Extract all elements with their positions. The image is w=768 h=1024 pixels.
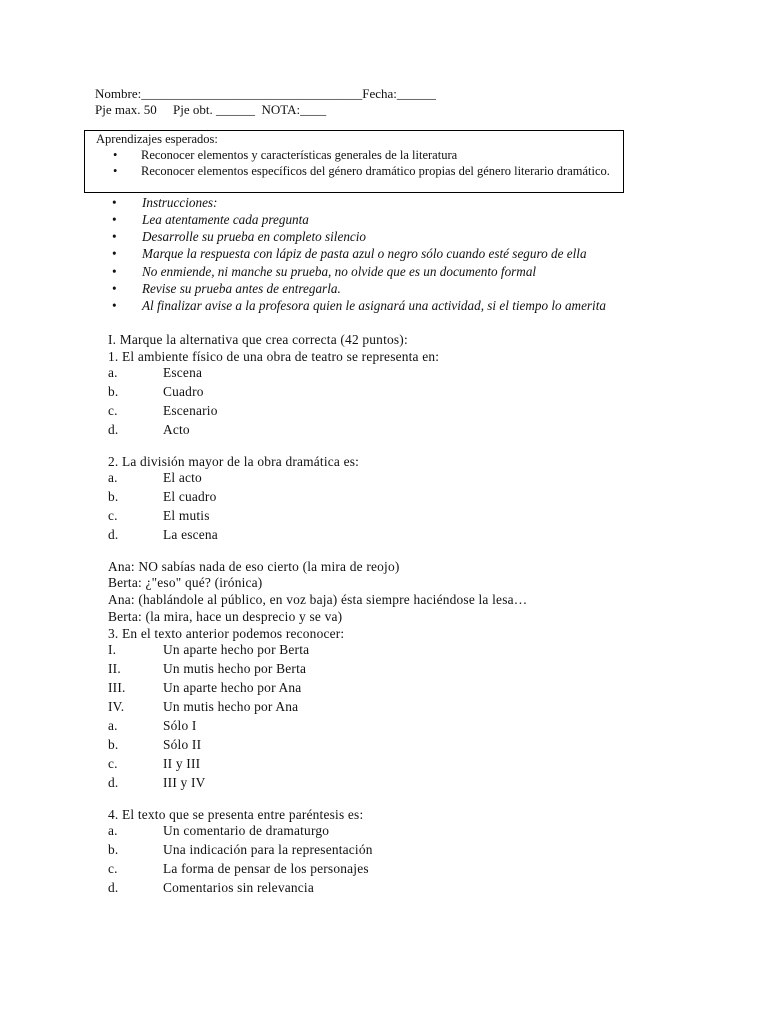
bullet-icon: • bbox=[112, 264, 117, 279]
objectives-title: Aprendizajes esperados: bbox=[96, 132, 218, 146]
question-3-text: 3. En el texto anterior podemos reconocer: bbox=[108, 626, 345, 641]
bullet-icon: • bbox=[112, 195, 117, 210]
bullet-icon: • bbox=[113, 164, 118, 178]
bullet-icon: • bbox=[113, 148, 118, 162]
section-title: I. Marque la alternativa que crea correcta (42 puntos): bbox=[108, 332, 408, 347]
dialogue-line: Ana: (hablándole al público, en voz baja) ésta siempre haciéndose la lesa… bbox=[108, 592, 528, 607]
bullet-icon: • bbox=[112, 246, 117, 261]
exam-page: Nombre:__________________________________Fecha:______ Pje max. 50 Pje obt. ______ NOTA:____ Aprendizajes esperados: • Reconocer elementos y características generales de la literatura • Reconocer elementos específicos del género dramático propias del género literario dramático. • Instrucciones: • Lea atentamente cada pregunta • Desarrolle su prueba en completo silencio • Marque la respuesta con lápiz de pasta azul o negro sólo cuando esté seguro de ella • No enmiende, ni manche su prueba, no olvide que es un documento formal • Revise su prueba antes de entregarla. • Al finalizar avise a la profesora quien le asignará una actividad, si el tiempo lo amerita I. Marque la alternativa que crea correcta (42 puntos): 1. El ambiente físico de una obra de teatro se representa en: a. Escena b. Cuadro c. Escenario d. Acto 2. La división mayor de la obra dramática es: a. El acto b. El cuadro c. El mutis d. La escena Ana: NO sabías nada de eso cierto (la mira de reojo) Berta: ¿"eso" qué? (irónica) Ana: (hablándole al público, en voz baja) ésta siempre haciéndose la lesa… Berta: (la mira, hace un desprecio y se va) 3. En el texto anterior podemos reconocer: I. Un aparte hecho por Berta II. Un mutis hecho por Berta III. Un aparte hecho por Ana IV. Un mutis hecho por Ana a. Sólo I b. Sólo II c. II y III d. III y IV 4. El texto que se presenta entre paréntesis es: a. Un comentario de dramaturgo b. Una indicación para la representación c. La forma de pensar de los personajes d. Comentarios sin relevancia bbox=[0, 0, 768, 1024]
dialogue-line: Ana: NO sabías nada de eso cierto (la mira de reojo) bbox=[108, 559, 400, 574]
score-line: Pje max. 50 Pje obt. ______ NOTA:____ bbox=[95, 102, 327, 117]
dialogue-line: Berta: (la mira, hace un desprecio y se va) bbox=[108, 609, 343, 624]
bullet-icon: • bbox=[112, 281, 117, 296]
objectives-box: Aprendizajes esperados: • Reconocer elementos y características generales de la literatura • Reconocer elementos específicos del género dramático propias del género literario dramático. bbox=[84, 130, 624, 193]
question-2-text: 2. La división mayor de la obra dramática es: bbox=[108, 454, 360, 469]
bullet-icon: • bbox=[112, 212, 117, 227]
bullet-icon: • bbox=[112, 229, 117, 244]
bullet-icon: • bbox=[112, 298, 117, 313]
dialogue-line: Berta: ¿"eso" qué? (irónica) bbox=[108, 575, 263, 590]
question-1-text: 1. El ambiente físico de una obra de teatro se representa en: bbox=[108, 349, 440, 364]
name-date-line: Nombre:__________________________________Fecha:______ bbox=[95, 86, 436, 101]
question-4-text: 4. El texto que se presenta entre paréntesis es: bbox=[108, 807, 364, 822]
